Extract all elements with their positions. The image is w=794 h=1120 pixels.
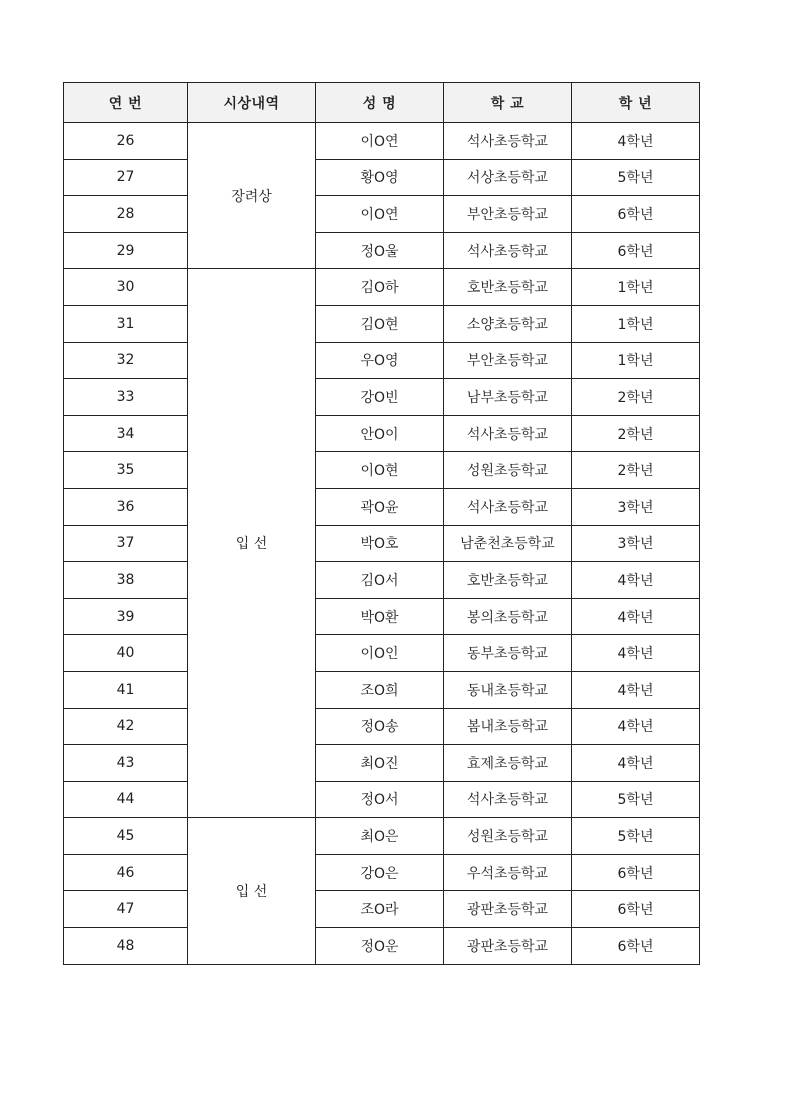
cell-grade: 1학년 (572, 269, 700, 306)
cell-grade: 3학년 (572, 488, 700, 525)
cell-number: 42 (64, 708, 188, 745)
table-row (64, 928, 700, 965)
cell-number: 38 (64, 562, 188, 599)
cell-school: 효제초등학교 (444, 745, 572, 782)
cell-number: 41 (64, 671, 188, 708)
header-row (64, 83, 700, 123)
cell-number: 39 (64, 598, 188, 635)
cell-name: 정O서 (316, 781, 444, 818)
cell-school: 석사초등학교 (444, 781, 572, 818)
cell-grade: 6학년 (572, 891, 700, 928)
cell-number: 28 (64, 196, 188, 233)
table-row (64, 598, 700, 635)
table-row (64, 379, 700, 416)
table-row (64, 781, 700, 818)
table-row (64, 818, 700, 855)
cell-name: 최O진 (316, 745, 444, 782)
cell-name: 정O송 (316, 708, 444, 745)
cell-school: 성원초등학교 (444, 818, 572, 855)
cell-school: 석사초등학교 (444, 232, 572, 269)
table-row (64, 635, 700, 672)
table-row (64, 159, 700, 196)
cell-number: 26 (64, 123, 188, 160)
cell-award: 장려상 (188, 123, 316, 269)
table-row (64, 708, 700, 745)
table-row (64, 123, 700, 160)
header-grade: 학 년 (572, 83, 700, 123)
cell-school: 호반초등학교 (444, 269, 572, 306)
cell-number: 27 (64, 159, 188, 196)
header-number: 연 번 (64, 83, 188, 123)
table-row (64, 891, 700, 928)
cell-grade: 2학년 (572, 379, 700, 416)
cell-school: 광판초등학교 (444, 891, 572, 928)
cell-name: 우O영 (316, 342, 444, 379)
table-row (64, 745, 700, 782)
cell-name: 곽O윤 (316, 488, 444, 525)
cell-number: 40 (64, 635, 188, 672)
header-name: 성 명 (316, 83, 444, 123)
cell-name: 안O이 (316, 415, 444, 452)
cell-name: 강O은 (316, 854, 444, 891)
cell-grade: 1학년 (572, 305, 700, 342)
table-row (64, 415, 700, 452)
cell-school: 성원초등학교 (444, 452, 572, 489)
header-school: 학 교 (444, 83, 572, 123)
cell-grade: 5학년 (572, 781, 700, 818)
table-row (64, 269, 700, 306)
cell-name: 김O하 (316, 269, 444, 306)
cell-name: 김O서 (316, 562, 444, 599)
table-row (64, 196, 700, 233)
cell-grade: 2학년 (572, 452, 700, 489)
cell-grade: 1학년 (572, 342, 700, 379)
cell-grade: 4학년 (572, 745, 700, 782)
cell-school: 동부초등학교 (444, 635, 572, 672)
cell-number: 34 (64, 415, 188, 452)
table-row (64, 488, 700, 525)
cell-name: 이O현 (316, 452, 444, 489)
cell-number: 48 (64, 928, 188, 965)
cell-school: 남부초등학교 (444, 379, 572, 416)
cell-name: 조O희 (316, 671, 444, 708)
table-row (64, 232, 700, 269)
cell-school: 광판초등학교 (444, 928, 572, 965)
awards-table (63, 82, 700, 965)
cell-number: 36 (64, 488, 188, 525)
cell-name: 조O라 (316, 891, 444, 928)
cell-name: 박O환 (316, 598, 444, 635)
cell-grade: 3학년 (572, 525, 700, 562)
cell-name: 정O울 (316, 232, 444, 269)
cell-number: 45 (64, 818, 188, 855)
cell-grade: 4학년 (572, 708, 700, 745)
cell-name: 최O은 (316, 818, 444, 855)
cell-school: 부안초등학교 (444, 342, 572, 379)
cell-number: 33 (64, 379, 188, 416)
cell-name: 김O현 (316, 305, 444, 342)
cell-number: 31 (64, 305, 188, 342)
table-body (64, 123, 700, 965)
cell-name: 박O호 (316, 525, 444, 562)
cell-school: 남춘천초등학교 (444, 525, 572, 562)
cell-number: 43 (64, 745, 188, 782)
table-row (64, 452, 700, 489)
cell-grade: 4학년 (572, 671, 700, 708)
cell-school: 석사초등학교 (444, 123, 572, 160)
cell-number: 35 (64, 452, 188, 489)
cell-number: 47 (64, 891, 188, 928)
cell-school: 동내초등학교 (444, 671, 572, 708)
cell-name: 이O연 (316, 123, 444, 160)
table-row (64, 342, 700, 379)
cell-number: 37 (64, 525, 188, 562)
cell-school: 우석초등학교 (444, 854, 572, 891)
cell-name: 이O연 (316, 196, 444, 233)
cell-number: 44 (64, 781, 188, 818)
cell-school: 석사초등학교 (444, 488, 572, 525)
cell-school: 서상초등학교 (444, 159, 572, 196)
cell-name: 강O빈 (316, 379, 444, 416)
cell-grade: 6학년 (572, 196, 700, 233)
cell-number: 32 (64, 342, 188, 379)
cell-school: 호반초등학교 (444, 562, 572, 599)
header-award: 시상내역 (188, 83, 316, 123)
cell-school: 부안초등학교 (444, 196, 572, 233)
table-row (64, 525, 700, 562)
cell-grade: 4학년 (572, 562, 700, 599)
cell-number: 30 (64, 269, 188, 306)
cell-grade: 4학년 (572, 635, 700, 672)
cell-school: 소양초등학교 (444, 305, 572, 342)
cell-name: 황O영 (316, 159, 444, 196)
cell-school: 봄내초등학교 (444, 708, 572, 745)
cell-grade: 2학년 (572, 415, 700, 452)
table-row (64, 671, 700, 708)
cell-award: 입 선 (188, 818, 316, 964)
cell-grade: 6학년 (572, 928, 700, 965)
table-row (64, 854, 700, 891)
cell-grade: 6학년 (572, 232, 700, 269)
cell-grade: 5학년 (572, 159, 700, 196)
cell-grade: 6학년 (572, 854, 700, 891)
cell-number: 46 (64, 854, 188, 891)
cell-grade: 4학년 (572, 598, 700, 635)
cell-grade: 4학년 (572, 123, 700, 160)
cell-award: 입 선 (188, 269, 316, 818)
table-row (64, 305, 700, 342)
cell-school: 봉의초등학교 (444, 598, 572, 635)
cell-name: 정O운 (316, 928, 444, 965)
cell-name: 이O인 (316, 635, 444, 672)
table-row (64, 562, 700, 599)
cell-school: 석사초등학교 (444, 415, 572, 452)
cell-number: 29 (64, 232, 188, 269)
cell-grade: 5학년 (572, 818, 700, 855)
